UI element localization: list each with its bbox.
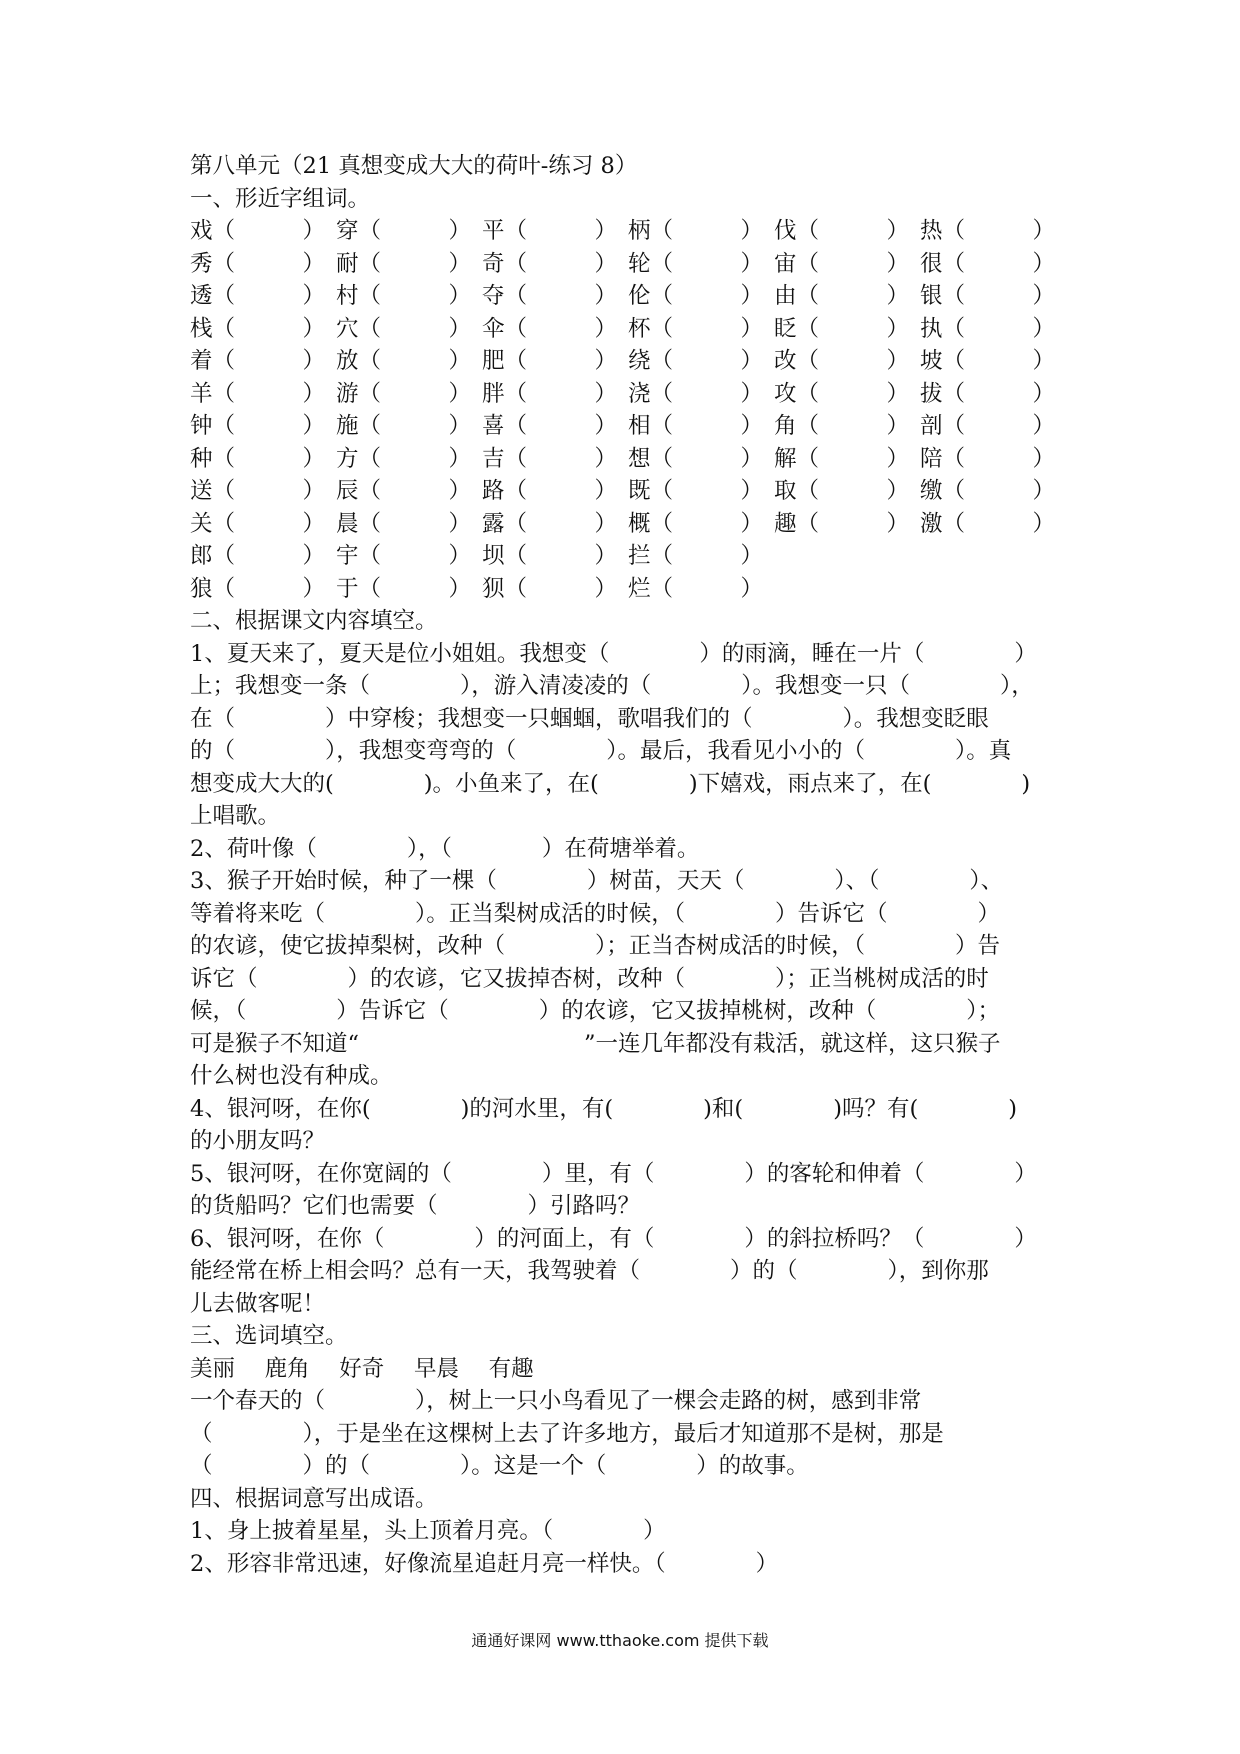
- word-cell: 角（ ）: [774, 413, 910, 439]
- word-cell: 放（ ）: [336, 348, 472, 374]
- word-cell: 伐（ ）: [774, 218, 910, 244]
- fill-in-line: 1、夏天来了，夏天是位小姐姐。我想变（ ）的雨滴，睡在一片（ ）: [190, 640, 1037, 667]
- word-cell: 送（ ）: [190, 478, 326, 504]
- word-grid-row: [190, 508, 1065, 541]
- word-cell: 执（ ）: [920, 315, 1056, 342]
- word-cell: 既（ ）: [628, 478, 764, 504]
- word-cell: 胖（ ）: [482, 380, 618, 407]
- word-cell: 缴（ ）: [920, 478, 1056, 504]
- word-cell: 夺（ ）: [482, 283, 618, 309]
- word-cell: 晨（ ）: [336, 510, 472, 537]
- worksheet-content: [190, 150, 1065, 1580]
- section4-heading: 四、根据词意写出成语。: [190, 1485, 438, 1512]
- fill-in-line: 6、银河呀，在你（ ）的河面上，有（ ）的斜拉桥吗？（ ）: [190, 1225, 1037, 1252]
- word-cell: 想（ ）: [628, 445, 764, 472]
- fill-in-line: 上；我想变一条（ ），游入清凌凌的（ ）。我想变一只（ ），: [190, 673, 1034, 699]
- word-cell: 拔（ ）: [920, 380, 1056, 407]
- fill-in-line: 一个春天的（ ），树上一只小鸟看见了一棵会走路的树，感到非常: [190, 1388, 922, 1414]
- word-grid-row: [190, 345, 1065, 378]
- fill-in-line: 可是猴子不知道“ ”一连几年都没有栽活，就这样，这只猴子: [190, 1030, 1001, 1057]
- section3-heading: 三、选词填空。: [190, 1323, 348, 1349]
- word-grid-row: [190, 475, 1065, 508]
- idiom-question: 2、形容非常迅速，好像流星追赶月亮一样快。（ ）: [190, 1550, 779, 1577]
- word-cell: 穿（ ）: [336, 218, 472, 244]
- fill-in-line: 的小朋友吗？: [190, 1128, 326, 1154]
- word-cell: 着（ ）: [190, 348, 326, 374]
- word-cell: 路（ ）: [482, 478, 618, 504]
- word-grid-row: [190, 280, 1065, 313]
- fill-in-line: 能经常在桥上相会吗？总有一天，我驾驶着（ ）的（ ），到你那: [190, 1258, 989, 1284]
- word-cell: 村（ ）: [336, 283, 472, 309]
- word-cell: 辰（ ）: [336, 478, 472, 504]
- word-cell: 关（ ）: [190, 510, 326, 537]
- word-cell: 戏（ ）: [190, 218, 326, 244]
- word-cell: 坝（ ）: [482, 543, 618, 569]
- word-cell: 方（ ）: [336, 445, 472, 472]
- section2-heading: 二、根据课文内容填空。: [190, 608, 438, 634]
- idiom-question: 1、身上披着星星，头上顶着月亮。（ ）: [190, 1518, 666, 1544]
- word-cell: 浇（ ）: [628, 380, 764, 407]
- word-cell: 改（ ）: [774, 348, 910, 374]
- word-cell: 很（ ）: [920, 250, 1056, 277]
- word-cell: 穴（ ）: [336, 315, 472, 342]
- word-cell: 热（ ）: [920, 218, 1056, 244]
- fill-in-line: 等着将来吃（ ）。正当梨树成活的时候，（ ）告诉它（ ）: [190, 900, 1001, 927]
- word-cell: 施（ ）: [336, 413, 472, 439]
- word-cell: 拦（ ）: [628, 543, 764, 569]
- word-cell: 于（ ）: [336, 575, 472, 602]
- word-grid-row: [190, 378, 1065, 411]
- word-grid-row: [190, 573, 1065, 606]
- fill-in-line: 5、银河呀，在你宽阔的（ ）里，有（ ）的客轮和伸着（ ）: [190, 1160, 1037, 1187]
- word-cell: 喜（ ）: [482, 413, 618, 439]
- word-grid-row: [190, 248, 1065, 281]
- word-grid-row: [190, 215, 1065, 248]
- fill-in-line: 上唱歌。: [190, 803, 281, 829]
- word-cell: 趣（ ）: [774, 510, 910, 537]
- page-title: 第八单元（21 真想变成大大的荷叶-练习 8）: [190, 153, 638, 179]
- fill-in-line: 候，（ ）告诉它（ ）的农谚，它又拔掉桃树，改种（ ）；: [190, 998, 1001, 1024]
- word-cell: 宇（ ）: [336, 543, 472, 569]
- word-cell: 解（ ）: [774, 445, 910, 472]
- word-cell: 透（ ）: [190, 283, 326, 309]
- word-cell: 相（ ）: [628, 413, 764, 439]
- word-grid: [190, 215, 1065, 605]
- word-grid-row: [190, 540, 1065, 573]
- word-cell: 栈（ ）: [190, 315, 326, 342]
- fill-in-line: 的（ ），我想变弯弯的（ ）。最后，我看见小小的（ ）。真: [190, 738, 1012, 764]
- word-cell: 吉（ ）: [482, 445, 618, 472]
- fill-in-line: （ ）的（ ）。这是一个（ ）的故事。: [190, 1453, 809, 1479]
- word-cell: 伦（ ）: [628, 283, 764, 309]
- word-cell: 概（ ）: [628, 510, 764, 537]
- fill-in-line: 想变成大大的( )。小鱼来了，在( )下嬉戏，雨点来了，在( ): [190, 770, 1031, 797]
- word-cell: 剖（ ）: [920, 413, 1056, 439]
- word-cell: 奇（ ）: [482, 250, 618, 277]
- fill-in-line: 的农谚，使它拔掉梨树，改种（ ）；正当杏树成活的时候，（ ）告: [190, 933, 1001, 959]
- footer-credit: 通通好课网 www.tthaoke.com 提供下载: [471, 1631, 769, 1650]
- fill-in-line: 什么树也没有种成。: [190, 1063, 393, 1089]
- word-cell: 肥（ ）: [482, 348, 618, 374]
- word-cell: 狈（ ）: [482, 575, 618, 602]
- word-cell: 激（ ）: [920, 510, 1056, 537]
- word-cell: 眨（ ）: [774, 315, 910, 342]
- word-grid-row: [190, 313, 1065, 346]
- fill-in-line: 3、猴子开始时候，种了一棵（ ）树苗，天天（ ）、（ ）、: [190, 868, 1004, 894]
- section1-heading: 一、形近字组词。: [190, 185, 371, 212]
- word-cell: 由（ ）: [774, 283, 910, 309]
- word-cell: 取（ ）: [774, 478, 910, 504]
- word-cell: 耐（ ）: [336, 250, 472, 277]
- word-grid-row: [190, 410, 1065, 443]
- word-cell: 露（ ）: [482, 510, 618, 537]
- word-cell: 银（ ）: [920, 283, 1056, 309]
- fill-in-line: 儿去做客呢！: [190, 1290, 326, 1317]
- word-cell: 羊（ ）: [190, 380, 326, 407]
- word-grid-row: [190, 443, 1065, 476]
- word-cell: 平（ ）: [482, 218, 618, 244]
- word-cell: 杯（ ）: [628, 315, 764, 342]
- fill-in-line: 在（ ）中穿梭；我想变一只蝈蝈，歌唱我们的（ ）。我想变眨眼: [190, 705, 989, 732]
- word-cell: 轮（ ）: [628, 250, 764, 277]
- word-cell: 钟（ ）: [190, 413, 326, 439]
- word-cell: 狼（ ）: [190, 575, 326, 602]
- word-cell: 秀（ ）: [190, 250, 326, 277]
- word-cell: 宙（ ）: [774, 250, 910, 277]
- word-cell: 伞（ ）: [482, 315, 618, 342]
- fill-in-line: 4、银河呀，在你( )的河水里，有( )和( )吗？有( ): [190, 1095, 1018, 1122]
- word-cell: 坡（ ）: [920, 348, 1056, 374]
- word-bank: 美丽 鹿角 好奇 早晨 有趣: [190, 1355, 534, 1382]
- word-cell: 陪（ ）: [920, 445, 1056, 472]
- word-cell: 游（ ）: [336, 380, 472, 407]
- fill-in-line: 诉它（ ）的农谚，它又拔掉杏树，改种（ ）；正当桃树成活的时: [190, 965, 989, 992]
- word-cell: 郎（ ）: [190, 543, 326, 569]
- word-cell: 烂（ ）: [628, 575, 764, 602]
- word-cell: 绕（ ）: [628, 348, 764, 374]
- word-cell: 种（ ）: [190, 445, 326, 472]
- fill-in-line: 的货船吗？它们也需要（ ）引路吗？: [190, 1193, 641, 1219]
- word-cell: 攻（ ）: [774, 380, 910, 407]
- fill-in-line: （ ），于是坐在这棵树上去了许多地方，最后才知道那不是树，那是: [190, 1420, 944, 1447]
- fill-in-line: 2、荷叶像（ ），（ ）在荷塘举着。: [190, 835, 700, 862]
- word-cell: 柄（ ）: [628, 218, 764, 244]
